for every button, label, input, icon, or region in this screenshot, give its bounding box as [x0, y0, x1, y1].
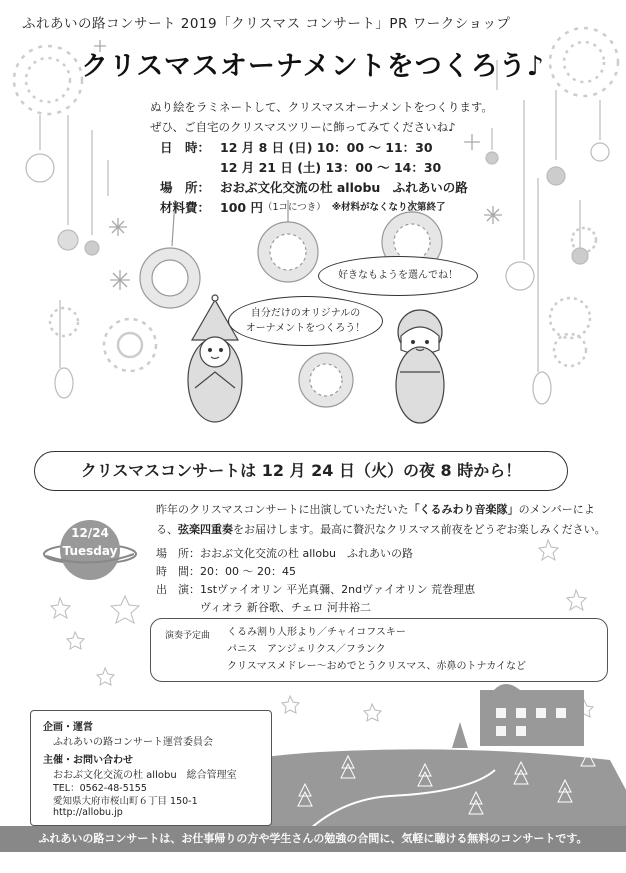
speech-bubble-left [228, 296, 383, 346]
info-place-key: 場 所： [156, 547, 200, 560]
program-item: くるみ割り人形より／チャイコフスキー [227, 627, 406, 638]
bubble-line: オーナメントをつくろう！ [245, 323, 366, 334]
info-place: おおぶ文化交流の杜 allobu ふれあいの路 [200, 547, 414, 560]
info-perf-row [156, 581, 475, 599]
intro-text [150, 97, 493, 137]
date-planet [42, 516, 138, 586]
info-perf-2: ヴィオラ 新谷歌、チェロ 河井裕二 [200, 601, 372, 614]
schedule-fee-unit: （1コにつき） [262, 202, 326, 213]
speech-bubble-right: 好きなもようを選んでね！ [318, 256, 478, 296]
organizer-box [30, 710, 272, 826]
schedule-fee-row [160, 198, 468, 218]
schedule-date-1: 12 月 8 日 (日) 10：00 〜 11：30 [220, 140, 433, 155]
intro-line: ぬり絵をラミネートして、クリスマスオーナメントをつくります。 [150, 100, 493, 114]
desc-text: のメンバーによる、 [156, 503, 595, 536]
schedule-date-2: 12 月 21 日 (土) 13：00 〜 14：30 [220, 160, 442, 175]
info-time: 20：00 〜 20：45 [200, 565, 296, 578]
desc-text: をお届けします。最高に贅沢なクリスマス前夜をどうぞお楽しみください。 [233, 523, 606, 536]
schedule-date-row [160, 138, 468, 158]
info-place-row [156, 545, 475, 563]
intro-line: ぜひ、ご自宅のクリスマスツリーに飾ってみてくださいね♪ [150, 120, 456, 134]
program-item: パニス アンジェリクス／フランク [227, 644, 386, 655]
schedule-place-key: 場 所： [160, 180, 211, 195]
organizer-address: 愛知県大府市桜山町６丁目 150-1 [53, 796, 198, 807]
info-perf-key: 出 演： [156, 583, 200, 596]
program-item: クリスマスメドレー〜おめでとうクリスマス、赤鼻のトナカイなど [227, 661, 526, 672]
schedule-fee-key: 材料費： [160, 200, 211, 215]
footer-text: ふれあいの路コンサートは、お仕事帰りの方や学生さんの勉強の合間に、気軽に聴ける無料のコンサートです。 [38, 832, 588, 845]
organizer-host-title: 主催・お問い合わせ [43, 755, 133, 766]
schedule-fee-note: ※材料がなくなり次第終了 [331, 202, 446, 213]
desc-text: 昨年のクリスマスコンサートに出演していただいた [156, 503, 409, 516]
info-perf-1: 1stヴァイオリン 平光真彌、2ndヴァイオリン 荒巻理恵 [200, 583, 476, 596]
organizer-host-name: おおぶ文化交流の杜 allobu 総合管理室 [53, 770, 237, 781]
planet-day: Tuesday [62, 544, 118, 558]
header-subtitle: ふれあいの路コンサート 2019「クリスマス コンサート」PR ワークショップ [22, 16, 511, 32]
workshop-schedule [160, 138, 468, 218]
organizer-plan-title: 企画・運営 [43, 722, 93, 733]
bubble-line: 自分だけのオリジナルの [250, 308, 361, 319]
concert-banner: クリスマスコンサートは 12 月 24 日（火）の夜 8 時から！ [34, 451, 568, 491]
desc-ensemble: 弦楽四重奏 [178, 523, 233, 536]
desc-group-name: 「くるみわり音楽隊」 [408, 503, 519, 516]
schedule-place: おおぶ文化交流の杜 allobu ふれあいの路 [220, 180, 468, 195]
program-box [150, 618, 608, 682]
schedule-date-row-2 [160, 158, 468, 178]
info-time-row [156, 563, 475, 581]
planet-date: 12/24 [71, 526, 109, 540]
organizer-plan-body: ふれあいの路コンサート運営委員会 [53, 737, 213, 748]
schedule-fee: 100 円 [220, 200, 263, 215]
concert-info [156, 545, 475, 617]
program-label: 演奏予定曲 [165, 631, 211, 641]
info-time-key: 時 間： [156, 565, 200, 578]
organizer-tel: TEL：0562-48-5155 [53, 783, 147, 794]
schedule-place-row [160, 178, 468, 198]
concert-description [156, 500, 606, 540]
program-list [227, 624, 526, 675]
info-perf-row-2 [156, 599, 475, 617]
schedule-date-key: 日 時： [160, 140, 211, 155]
organizer-url[interactable]: http://allobu.jp [53, 807, 123, 818]
page-title: クリスマスオーナメントをつくろう♪ [80, 51, 546, 82]
